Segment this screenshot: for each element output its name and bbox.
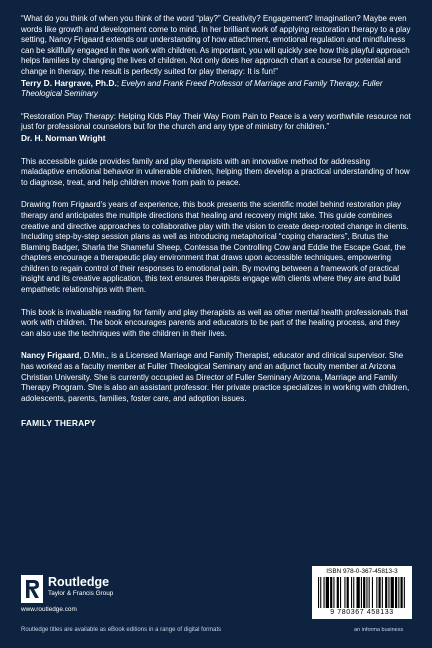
endorser-name-1: Terry D. Hargrave, Ph.D. [21,77,117,88]
barcode-bar [395,577,397,608]
barcode-bar [326,577,329,608]
barcode-bar [361,577,362,608]
author-name: Nancy Frigaard [21,351,80,361]
publisher-name: Routledge [48,575,110,589]
barcode-bar [369,577,370,608]
barcode-bar [337,577,339,608]
isbn-barcode [312,566,412,619]
barcode-bars [318,577,406,608]
barcode-bar [324,577,325,608]
barcode-bar [404,577,405,608]
barcode-bar [401,577,403,608]
barcode-bar [382,577,383,608]
barcode-bar [379,577,381,608]
barcode-bar [376,577,377,608]
barcode-bar [330,577,332,608]
barcode-bar [385,577,387,608]
barcode-bar [398,577,399,608]
publisher-group: Taylor & Francis Group [48,590,114,597]
endorsement-quote-2: “Restoration Play Therapy: Helping Kids Play Their Way From Pain to Peace is a very worthwhile resource not just for professional counselors but for the church and any type of ministry for children.” [21,111,411,132]
endorsement-quote-1: “What do you think of when you think of the word “play?” Creativity? Engagement? Imagination? Maybe even words like growth and development come to mind. In her brilliant work of applying restoration therapy to a play setting, Nancy Frigaard extends our understanding of how attachment, emotional regulation and mindfulness can be skillfully engaged in the work with children. As important, you will quickly see how this playful approach helps families by changing the lives of children. Not only does her approach chart a course for potential and change in therapy, the result is perfectly suited for play therapy: It is fun!” [21,14,411,76]
endorser-role-1: Evelyn and Frank Freed Professor of Marriage and Family Therapy, Fuller Theological Seminary [21,78,383,99]
informa-tag: an informa business [354,627,404,633]
publisher-url[interactable]: www.routledge.com [21,606,77,613]
barcode-bar [347,577,349,608]
barcode-bar [340,577,341,608]
publisher-logo [21,574,181,614]
barcode-bar [366,577,367,608]
author-bio-text: , D.Min., is a Licensed Marriage and Family Therapist, educator and clinical supervisor. She has worked as a faculty member at Fuller Theological Seminary and an adjunct faculty member at Arizona Christian University. She is currently occupied as Director of Fuller Seminary Arizona, Marriage and Family Therapy Program. She is also an assistant professor. Her private practice specializes in working with children, adolescents, parents, families, foster care, and adoption issues. [21,351,410,403]
barcode-bar [372,577,373,608]
endorsement-attribution-1: Terry D. Hargrave, Ph.D.; Evelyn and Frank Freed Professor of Marriage and Family Therapy, Fuller Theological Seminary [21,77,383,99]
barcode-bar [363,577,365,608]
description-paragraph-3: This book is invaluable reading for family and play therapists as well as other mental health professionals that work with children. The book encourages parents and educators to be part of the healing process, and they can also use the techniques with the children in their lives. [21,307,408,338]
description-paragraph-1: This accessible guide provides family and play therapists with an innovative method for addressing maladaptive emotional behavior in vulnerable children, helping them develop a practical understanding of how to diagnose, treat, and help children move from pain to peace. [21,156,410,187]
isbn-label: ISBN 978-0-367-45813-3 [326,568,398,575]
routledge-r-icon [21,575,43,603]
barcode-bar [388,577,389,608]
cover-text [21,14,413,429]
barcode-bar [320,577,321,608]
subject-category: FAMILY THERAPY [21,418,96,429]
barcode-bar [333,577,334,608]
author-bio [21,351,413,404]
barcode-bar [344,577,345,608]
endorser-name-2: Dr. H. Norman Wright [21,132,106,143]
barcode-bar [351,577,352,608]
barcode-bar [357,577,360,608]
barcode-bar [391,577,394,608]
barcode-bar [353,577,354,608]
barcode-digits: 9 780367 458133 [330,609,394,616]
barcode-bar [318,577,319,608]
description-paragraph-2: Drawing from Frigaard’s years of experience, this book presents the scientific model behind restoration play therapy and anticipates the multiple directions that healing and recovery might take. This guide combines creative and directive approaches to collaborative play with the vision to create deep-rooted change in clients. Including step-by-step session plans as well as introducing metaphorical “coping characters”, Brutus the Blaming Badger, Sharla the Shameful Sheep, Contessa the Controlling Cow and Eddie the Escape Goat, the chapters encourage a therapeutic play environment that draws upon accessible techniques, empowering children to regain control of their responses to emotional pain. By moving between a framework of practical insight and its creative application, this text ensures therapists engage with clients where they are and build empathetic relationships with them. [21,200,409,295]
ebook-note: Routledge titles are available as eBook editions in a range of digital formats [21,627,222,633]
